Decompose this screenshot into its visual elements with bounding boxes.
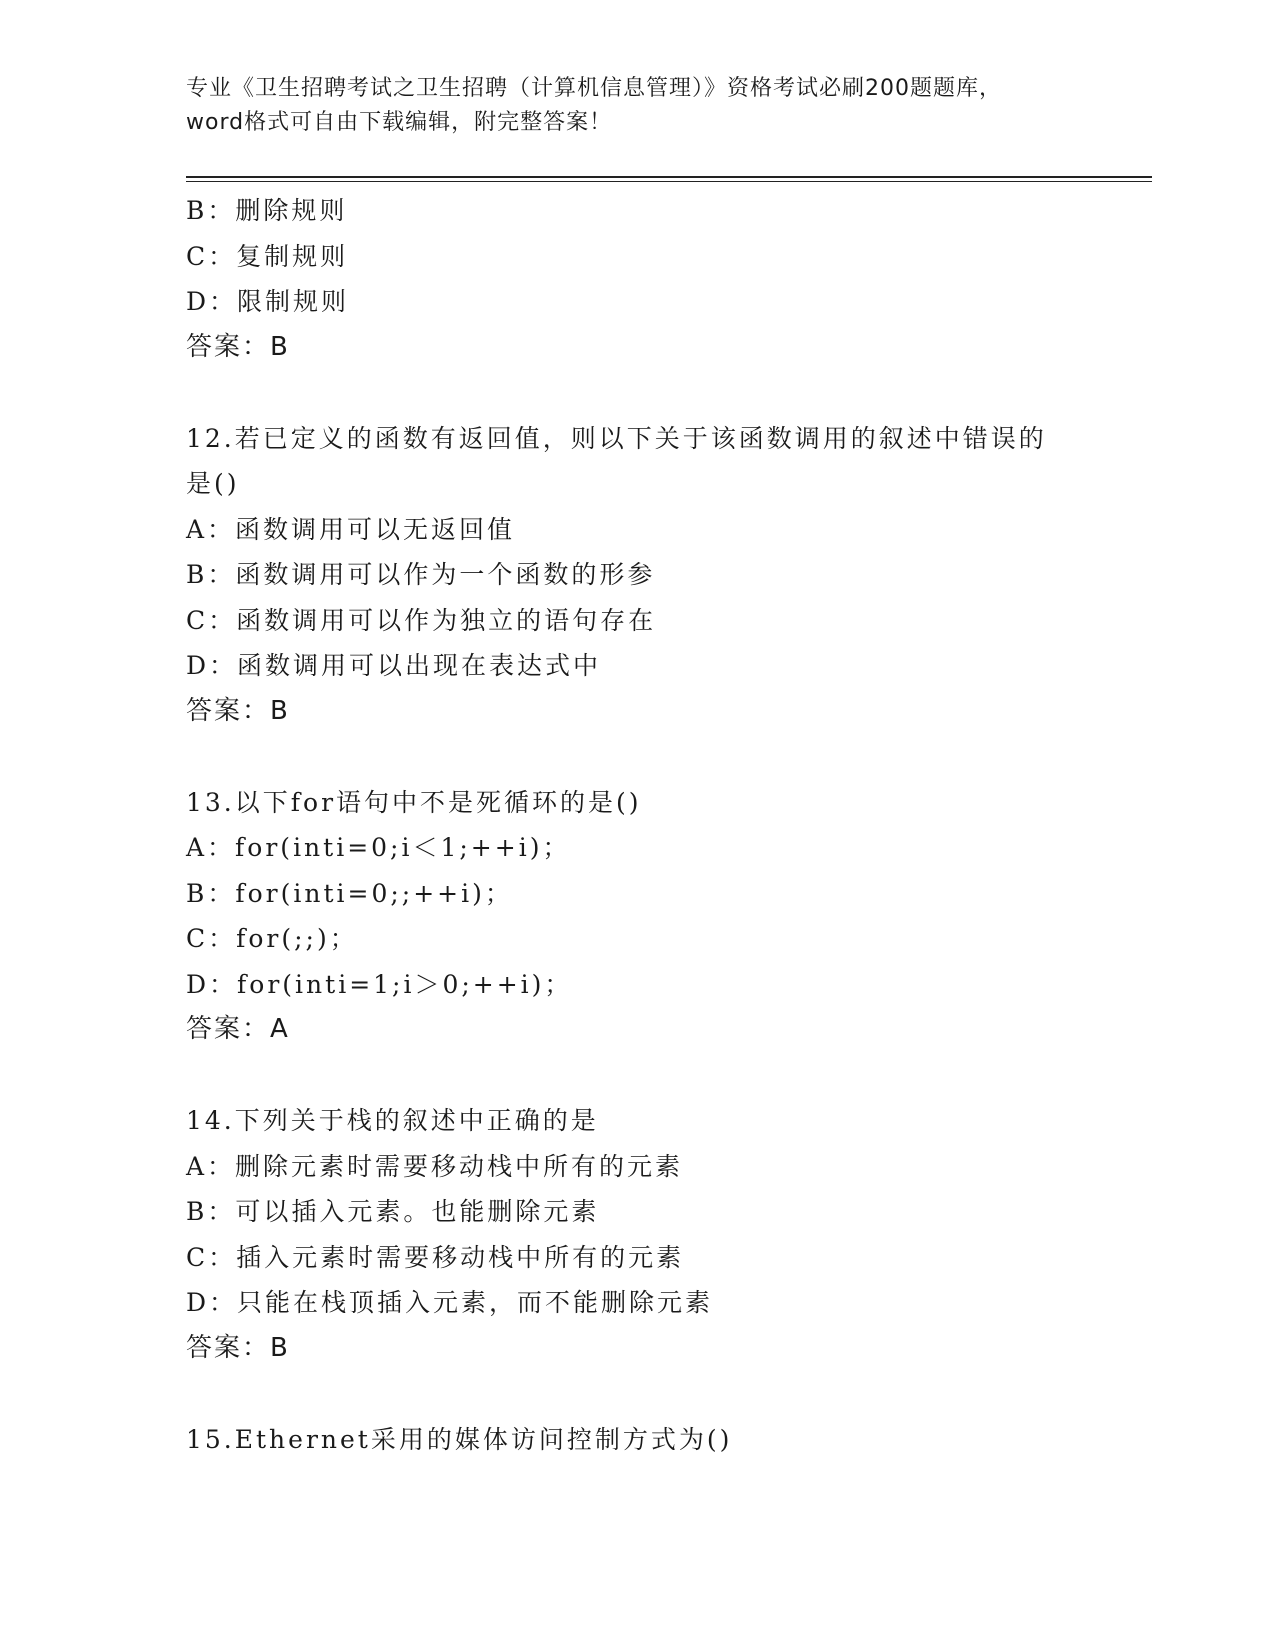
question-11-continuation — [186, 188, 1086, 370]
question-stem: 15.Ethernet采用的媒体访问控制方式为() — [186, 1424, 733, 1454]
question-stem: 13.以下for语句中不是死循环的是() — [186, 787, 642, 817]
option-c: C：for(;;)； — [186, 924, 358, 953]
question-15 — [186, 1417, 1086, 1463]
header-divider-thick — [186, 176, 1152, 178]
spacer — [186, 370, 1086, 416]
answer-line: 答案：B — [186, 1332, 290, 1363]
question-12 — [186, 416, 1086, 735]
answer-line: 答案：A — [186, 1014, 290, 1044]
question-stem: 12.若已定义的函数有返回值，则以下关于该函数调用的叙述中错误的 — [186, 423, 1047, 453]
option-a: A：for(inti=0;i＜1;++i)； — [186, 833, 571, 862]
option-d: D：只能在栈顶插入元素，而不能删除元素 — [186, 1288, 714, 1317]
option-d: D：for(inti=1;i＞0;++i)； — [186, 969, 573, 999]
question-14 — [186, 1098, 1086, 1371]
question-stem-continued: 是() — [186, 469, 240, 498]
spacer — [186, 1371, 1086, 1417]
option-d: D：限制规则 — [186, 287, 350, 316]
answer-line: 答案：B — [186, 331, 290, 362]
spacer — [186, 1053, 1086, 1099]
header-title-line-1: 专业《卫生招聘考试之卫生招聘（计算机信息管理）》资格考试必刷200题题库， — [186, 76, 1002, 101]
question-stem: 14.下列关于栈的叙述中正确的是 — [186, 1106, 599, 1135]
option-d: D：函数调用可以出现在表达式中 — [186, 651, 602, 680]
header-divider-thin — [186, 181, 1152, 182]
document-header — [186, 72, 1086, 140]
question-content — [186, 188, 1086, 1462]
header-title-line-2: word格式可自由下载编辑，附完整答案！ — [186, 110, 613, 135]
option-a: A：删除元素时需要移动栈中所有的元素 — [186, 1151, 684, 1181]
spacer — [186, 734, 1086, 780]
question-13 — [186, 780, 1086, 1053]
option-b: B：删除规则 — [186, 196, 348, 225]
option-c: C：插入元素时需要移动栈中所有的元素 — [186, 1242, 685, 1272]
option-b: B：函数调用可以作为一个函数的形参 — [186, 560, 656, 589]
option-a: A：函数调用可以无返回值 — [186, 514, 516, 544]
option-c: C：函数调用可以作为独立的语句存在 — [186, 605, 657, 635]
answer-line: 答案：B — [186, 695, 290, 726]
option-b: B：for(inti=0;;++i)； — [186, 878, 513, 908]
option-c: C：复制规则 — [186, 241, 349, 271]
option-b: B：可以插入元素。也能删除元素 — [186, 1197, 600, 1226]
